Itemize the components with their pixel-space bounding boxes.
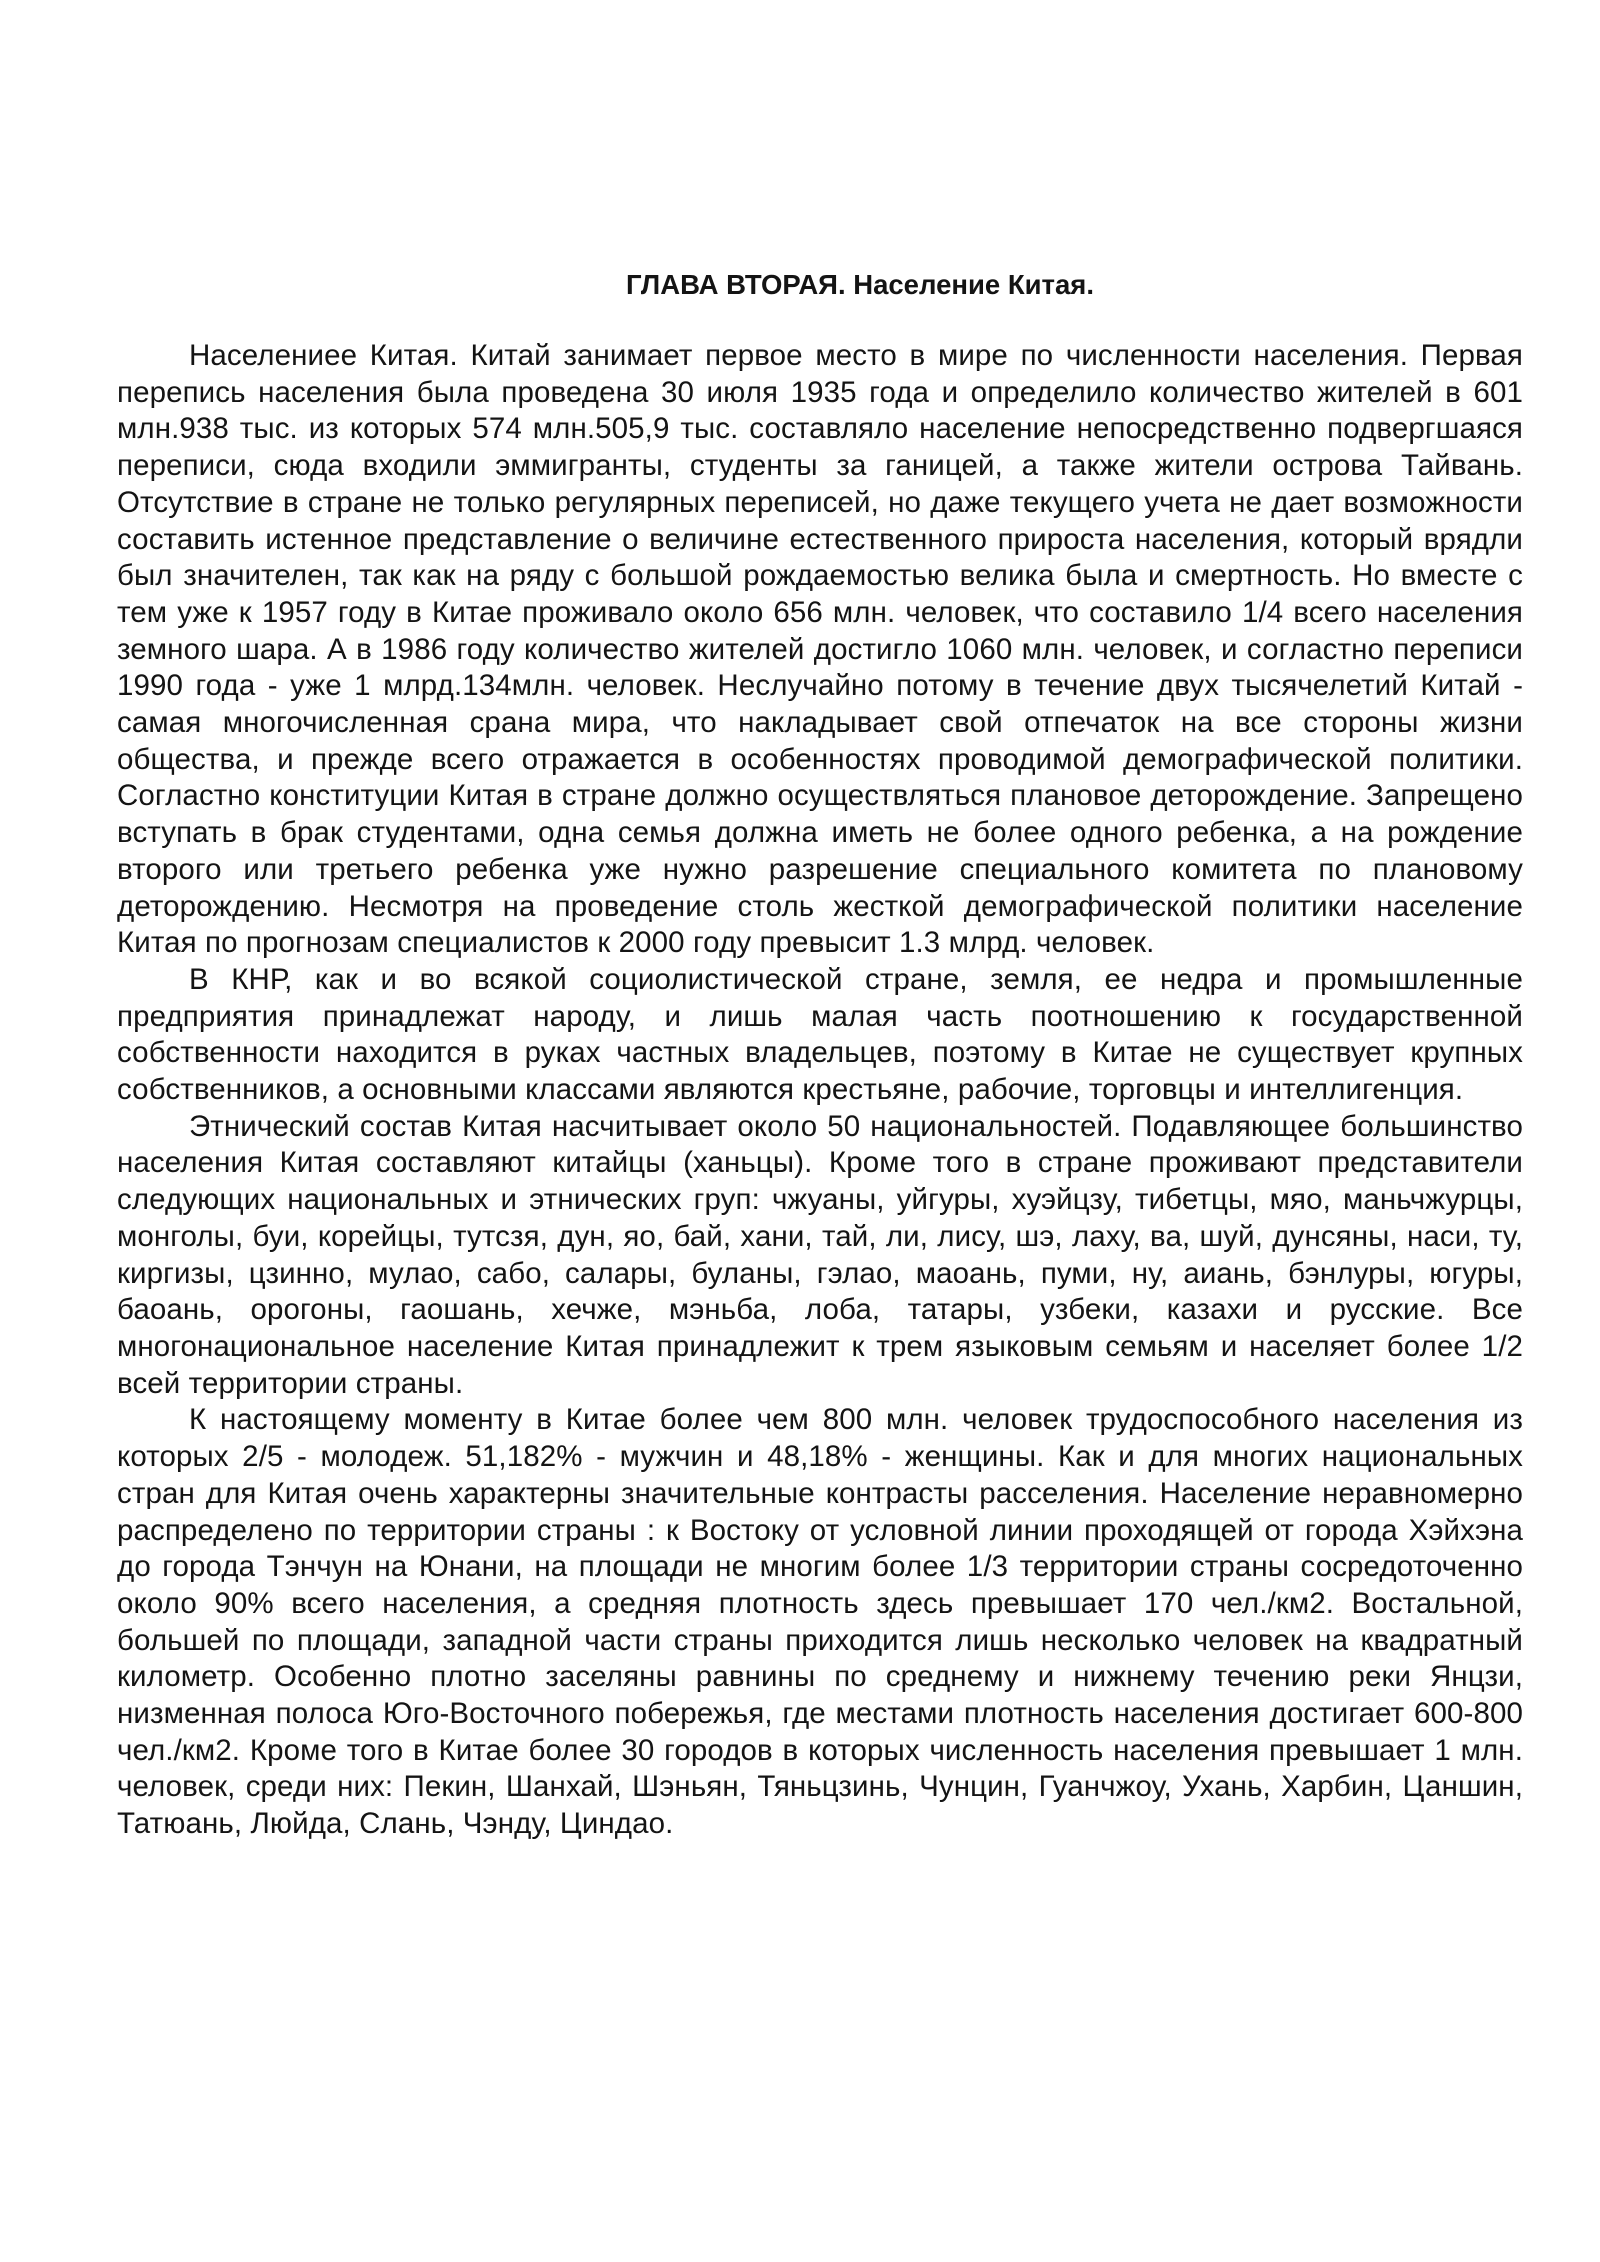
paragraph-population-distribution: К настоящему моменту в Китае более чем 800 млн. человек трудоспособного населения из которых 2/5 - молодеж. 51,182% - мужчин и 48,18% - женщины. Как и для многих национальных стран для Китая очень характерны значительные контрасты расселения. Население неравномерно распределено по территории страны : к Востоку от условной линии проходящей от города Хэйхэна до города Тэнчун на Юнани, на площади не многим более 1/3 территории страны сосредоточенно около 90% всего населения, а средняя плотность здесь превышает 170 чел./км2. Востальной, большей по площади, западной части страны приходится лишь несколько человек на квадратный километр. Особенно плотно заселяны равнины по среднему и нижнему течению реки Янцзи, низменная полоса Юго-Восточного побережья, где местами плотность населения достигает 600-800 чел./км2. Кроме того в Китае более 30 городов в которых численность населения превышает 1 млн. человек, среди них: Пекин, Шанхай, Шэньян, Тяньцзинь, Чунцин, Гуанчжоу, Ухань, Харбин, Цаншин, Татюань, Люйда, Слань, Чэнду, Циндао. [117, 1403, 1523, 1841]
document-body [117, 268, 1523, 1843]
chapter-title: ГЛАВА ВТОРАЯ. Население Китая. [626, 269, 1094, 300]
paragraph-ownership-classes: В КНР, как и во всякой социолистической стране, земля, ее недра и промышленные предприятия принадлежат народу, и лишь малая часть поотношению к государственной собственности находится в руках частных владельцев, поэтому в Китае не существует крупных собственников, а основными классами являются крестьяне, рабочие, торговцы и интеллигенция. [117, 962, 1523, 1107]
paragraph-ethnic-composition: Этнический состав Китая насчитывает около 50 национальностей. Подавляющее большинство населения Китая составляют китайцы (ханьцы). Кроме того в стране проживают представители следующих национальных и этнических груп: чжуаны, уйгуры, хуэйцзу, тибетцы, мяо, маньчжурцы, монголы, буи, корейцы, тутсзя, дун, яо, бай, хани, тай, ли, лису, шэ, лаху, ва, шуй, дунсяны, наси, ту, киргизы, цзинно, мулао, сабо, салары, буланы, гэлао, маоань, пуми, ну, аиань, бэнлуры, югуры, баоань, орогоны, гаошань, хечже, мэньба, лоба, татары, узбеки, казахи и русские. Все многонациональное население Китая принадлежит к трем языковым семьям и населяет более 1/2 всей территории страны. [117, 1109, 1523, 1400]
paragraph-population-overview: Населениее Китая. Китай занимает первое место в мире по численности населения. Первая перепись населения была проведена 30 июля 1935 года и определило количество жителей в 601 млн.938 тыс. из которых 574 млн.505,9 тыс. составляло население непосредственно подвергшаяся переписи, сюда входили эммигранты, студенты за ганицей, а также жители острова Тайвань. Отсутствие в стране не только регулярных переписей, но даже текущего учета не дает возможности составить истенное представление о величине естественного прироста населения, который врядли был значителен, так как на ряду с большой рождаемостью велика была и смертность. Но вместе с тем уже к 1957 году в Китае проживало около 656 млн. человек, что составило 1/4 всего населения земного шара. А в 1986 году количество жителей достигло 1060 млн. человек, и согластно переписи 1990 года - уже 1 млрд.134млн. человек. Неслучайно потому в течение двух тысячелетий Китай - самая многочисленная срана мира, что накладывает свой отпечаток на все стороны жизни общества, и прежде всего отражается в особенностях проводимой демографической политики. Согластно конституции Китая в стране должно осуществляться плановое деторождение. Запрещено вступать в брак студентами, одна семья должна иметь не более одного ребенка, а на рождение второго или третьего ребенка уже нужно разрешение специального комитета по плановому деторождению. Несмотря на проведение столь жесткой демографической политики население Китая по прогнозам специалистов к 2000 году превысит 1.3 млрд. человек. [117, 339, 1523, 960]
